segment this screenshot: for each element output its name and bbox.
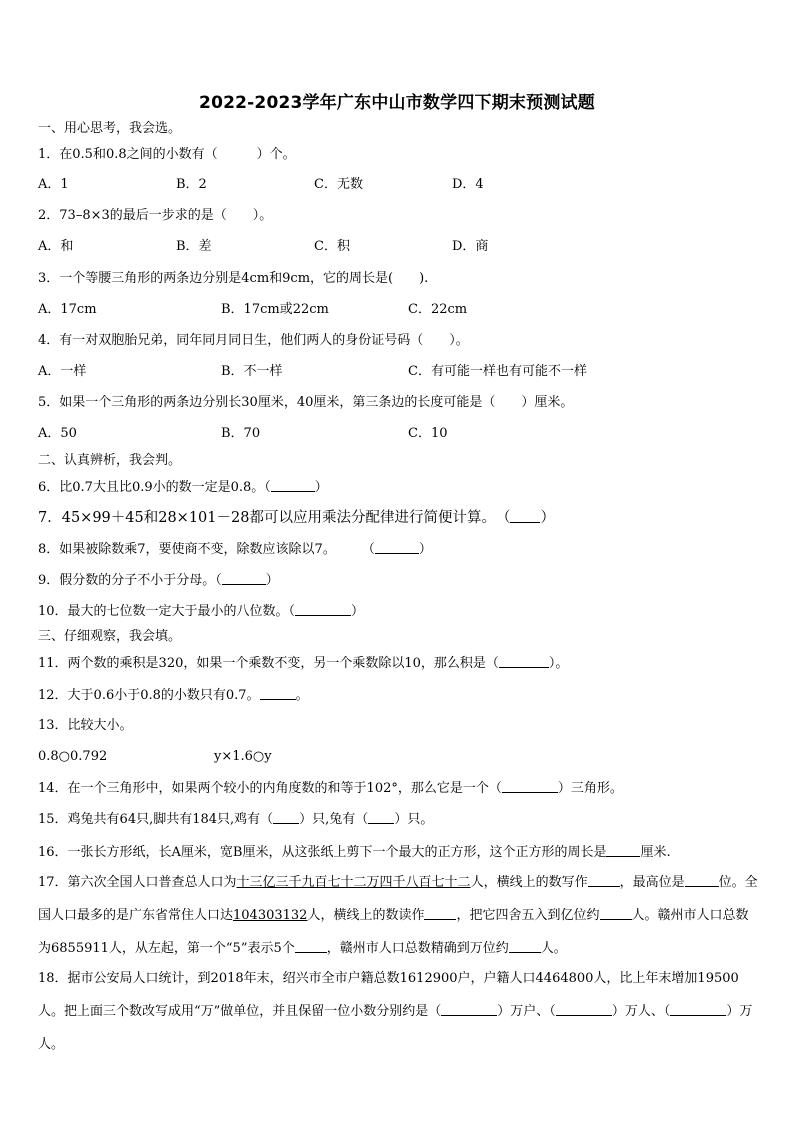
answer-blank[interactable] <box>509 939 541 953</box>
question-9-text: 9．假分数的分子不小于分母。（ <box>38 573 222 588</box>
question-14-text: 14．在一个三角形中，如果两个较小的内角度数的和等于102°，那么它是一个（ <box>38 781 502 796</box>
question-17-text: 人，横线上的数读作 <box>307 908 425 923</box>
option-a[interactable]: A．和 <box>38 239 74 254</box>
question-17-text: 人。赣州市人口总数为6855911人，从左起，第一个“5”表示5个 <box>38 908 749 956</box>
answer-blank[interactable] <box>295 939 327 953</box>
answer-blank[interactable] <box>271 478 315 492</box>
question-12 <box>38 686 309 705</box>
underlined-number: 104303132 <box>233 908 308 923</box>
question-8-close: ） <box>418 542 432 557</box>
answer-blank[interactable] <box>375 540 419 554</box>
question-16 <box>38 843 671 862</box>
question-5: 5．如果一个三角形的两条边分别长30厘米，40厘米，第三条边的长度可能是（ ）厘米。 <box>38 395 574 410</box>
question-10-text: 10．最大的七位数一定大于最小的八位数。（ <box>38 604 296 619</box>
question-9 <box>38 571 279 590</box>
answer-blank[interactable] <box>670 1002 726 1016</box>
question-2: 2．73–8×3的最后一步求的是（ ）。 <box>38 208 273 223</box>
option-a[interactable]: A．17cm <box>38 302 97 317</box>
option-a[interactable]: A．一样 <box>38 364 87 379</box>
question-18-text: ）万户、（ <box>497 1004 556 1019</box>
question-12-close: 。 <box>295 688 309 703</box>
question-15 <box>38 810 433 829</box>
answer-blank-chickens[interactable] <box>273 810 299 824</box>
question-16-close: 厘米. <box>640 845 671 860</box>
question-6-close: ） <box>314 480 328 495</box>
question-6 <box>38 478 328 497</box>
option-d[interactable]: D．商 <box>452 239 489 254</box>
question-8-text: 8．如果被除数乘7，要使商不变，除数应该除以7。 （ <box>38 542 375 557</box>
answer-blank[interactable] <box>556 1002 612 1016</box>
option-b[interactable]: B．2 <box>176 177 207 192</box>
answer-blank[interactable] <box>260 686 296 700</box>
option-c[interactable]: C．22cm <box>408 302 468 317</box>
question-7-close: ） <box>540 510 555 526</box>
question-11-text: 11．两个数的乘积是320，如果一个乘数不变，另一个乘数除以10，那么积是（ <box>38 656 499 671</box>
answer-blank[interactable] <box>441 1002 497 1016</box>
question-17-text: 人，横线上的数写作 <box>470 875 588 890</box>
question-17-text: 人。 <box>540 941 567 956</box>
question-15-mid: ）只,兔有（ <box>299 812 369 827</box>
answer-blank[interactable] <box>222 571 266 585</box>
question-1: 1．在0.5和0.8之间的小数有（ ）个。 <box>38 147 296 162</box>
question-5-options <box>0 425 794 443</box>
question-17-text: 位。全国人口最多的是广东省常住人口达 <box>38 875 758 923</box>
question-11 <box>38 654 568 673</box>
question-17-text: ，赣州市人口总数精确到万位约 <box>326 941 509 956</box>
answer-blank[interactable] <box>600 906 632 920</box>
section-3-heading: 三、仔细观察，我会填。 <box>38 629 182 644</box>
question-14 <box>38 779 623 798</box>
question-17-text: 17．第六次全国人口普查总人口为 <box>38 875 237 890</box>
question-16-text: 16．一张长方形纸，长A厘米，宽B厘米，从这张纸上剪下一个最大的正方形，这个正方形的周长是 <box>38 845 607 860</box>
answer-blank[interactable] <box>424 906 456 920</box>
question-1-options <box>0 176 794 194</box>
question-17-text: ，把它四舍五入到亿位约 <box>456 908 600 923</box>
question-3-options <box>0 301 794 319</box>
option-c[interactable]: C．无数 <box>314 177 363 192</box>
question-18 <box>38 962 758 1061</box>
page-title: 2022-2023学年广东中山市数学四下期末预测试题 <box>199 93 595 113</box>
option-c[interactable]: C．有可能一样也有可能不一样 <box>408 364 587 379</box>
answer-blank[interactable] <box>499 654 549 668</box>
question-15-close: ）只。 <box>394 812 434 827</box>
answer-blank[interactable] <box>606 843 640 857</box>
question-18-text: ）万人、（ <box>611 1004 671 1019</box>
question-3: 3．一个等腰三角形的两条边分别是4cm和9cm，它的周长是( ). <box>38 271 429 286</box>
option-c[interactable]: C．积 <box>314 239 350 254</box>
answer-blank[interactable] <box>502 779 558 793</box>
question-10-close: ） <box>351 604 365 619</box>
option-a[interactable]: A．50 <box>38 426 77 441</box>
question-13-items <box>0 748 794 766</box>
question-12-text: 12．大于0.6小于0.8的小数只有0.7。 <box>38 688 260 703</box>
question-18-text: ）万人。 <box>38 1004 753 1052</box>
section-1-heading: 一、用心思考，我会选。 <box>38 121 182 136</box>
section-2-heading: 二、认真辨析，我会判。 <box>38 453 182 468</box>
question-15-text: 15．鸡兔共有64只,脚共有184只,鸡有（ <box>38 812 274 827</box>
question-11-close: ）。 <box>548 656 569 671</box>
question-10 <box>38 602 364 621</box>
question-6-text: 6．比0.7大且比0.9小的数一定是0.8。（ <box>38 480 271 495</box>
answer-blank[interactable] <box>588 873 620 887</box>
question-4: 4．有一对双胞胎兄弟，同年同月同日生，他们两人的身份证号码（ ）。 <box>38 333 469 348</box>
underlined-number-words: 十三亿三千九百七十二万四千八百七十二 <box>236 875 471 890</box>
option-b[interactable]: B．70 <box>221 426 261 441</box>
question-7-text: 7．45×99＋45和28×101－28都可以应用乘法分配律进行简便计算。 （ <box>38 510 511 526</box>
answer-blank[interactable] <box>295 602 351 616</box>
question-17 <box>38 866 758 965</box>
compare-item-left[interactable]: 0.8○0.792 <box>38 749 108 764</box>
question-2-options <box>0 238 794 256</box>
question-17-text: ，最高位是 <box>619 875 685 890</box>
option-b[interactable]: B．不一样 <box>221 364 283 379</box>
compare-item-right[interactable]: y×1.6○y <box>214 749 272 764</box>
question-9-close: ） <box>265 573 279 588</box>
question-14-close: ）三角形。 <box>557 781 623 796</box>
option-c[interactable]: C．10 <box>408 426 448 441</box>
answer-blank[interactable] <box>685 873 719 887</box>
option-a[interactable]: A．1 <box>38 177 69 192</box>
option-b[interactable]: B．差 <box>176 239 212 254</box>
answer-blank[interactable] <box>510 509 540 523</box>
option-d[interactable]: D．4 <box>452 177 484 192</box>
option-b[interactable]: B．17cm或22cm <box>221 302 329 317</box>
question-13: 13．比较大小。 <box>38 718 133 733</box>
answer-blank-rabbits[interactable] <box>368 810 394 824</box>
question-8 <box>38 540 432 559</box>
question-4-options <box>0 363 794 381</box>
question-18-text: 18．据市公安局人口统计，到2018年末，绍兴市全市户籍总数1612900户，户籍人口4464800人，比上年末增加19500人。把上面三个数改写成用“万”做单位，并且保留一位小数分别约是（ <box>38 971 739 1019</box>
question-7 <box>38 509 555 527</box>
